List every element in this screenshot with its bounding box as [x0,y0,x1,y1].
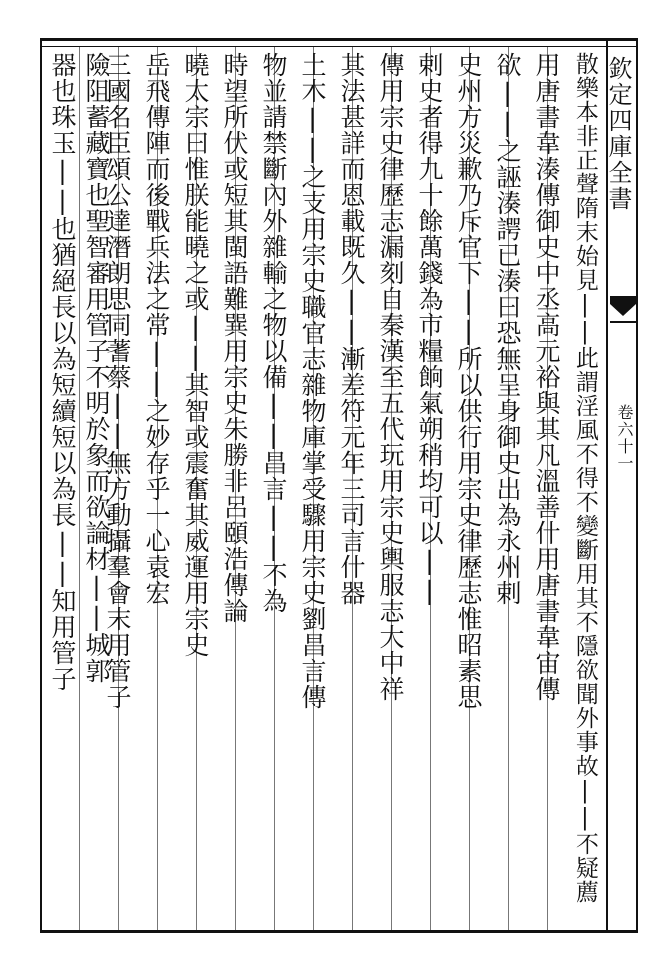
text-column-10: 時望所伏或短其閩語難巽用宗史朱勝非呂頤浩傳論 [220,52,249,624]
frame-bottom-rule [40,930,638,933]
text-column-7: 其法甚詳而恩載既久||漸差符元年三司言什器 [337,52,366,606]
frame-top-rule [40,38,638,41]
text-column-2: 用唐書韋湊傳御史中丞高元裕與其凡溫善什用唐書韋宙傳 [532,52,561,702]
book-title: 欽定四庫全書 [604,56,632,212]
text-column-6: 傳用宗史律歷志漏刻自秦漢至五代玩用宗史輿服志大中祥 [376,52,405,702]
text-column-5: 剌史者得九十餘萬錢為市糧餉氣朔稍均可以|| [415,52,444,606]
text-column-1: 散樂本非正聲隋末始見||此謂淫風不得不變斷用其不隱欲聞外事故||不疑薦 [571,52,598,904]
frame-top-inner-rule [40,46,638,47]
frame-right-rule [636,38,638,933]
text-column-11: 曉太宗曰惟朕能曉之或||其智或震奮其威運用宗史 [181,52,210,658]
volume-number: 卷六十一 [615,404,634,472]
text-column-15: 器也珠玉||也猶絕長以為短續短以為長||知用管子 [48,52,77,692]
text-column-3: 欲||之誣湊諤已湊曰恐無呈身御史出為永州剌 [493,52,522,606]
text-column-14: 險阻蓄藏寶也聖智審用管子不明於象而欲論材||城郭 [82,52,111,684]
column-divider [79,47,80,930]
frame-left-rule [40,38,42,933]
text-column-9: 物並請禁斷內外雜輸之物以備||昌言||不為 [259,52,288,614]
fish-tail-mark [610,296,636,324]
text-column-4: 史州方災歉乃斥官下||所以供行用宗史律歷志惟昭素思 [454,52,483,710]
text-column-8: 土木||之支用宗史職官志雜物庫掌受驟用宗史劉昌言傳 [298,52,327,710]
text-column-13: 三國名臣頌公達潛朗思同蓍蔡||無方動攝羣會末用管子 [103,52,132,710]
text-column-12: 岳飛傳陣而後戰兵法之常||之妙存乎一心袁宏 [142,52,171,606]
